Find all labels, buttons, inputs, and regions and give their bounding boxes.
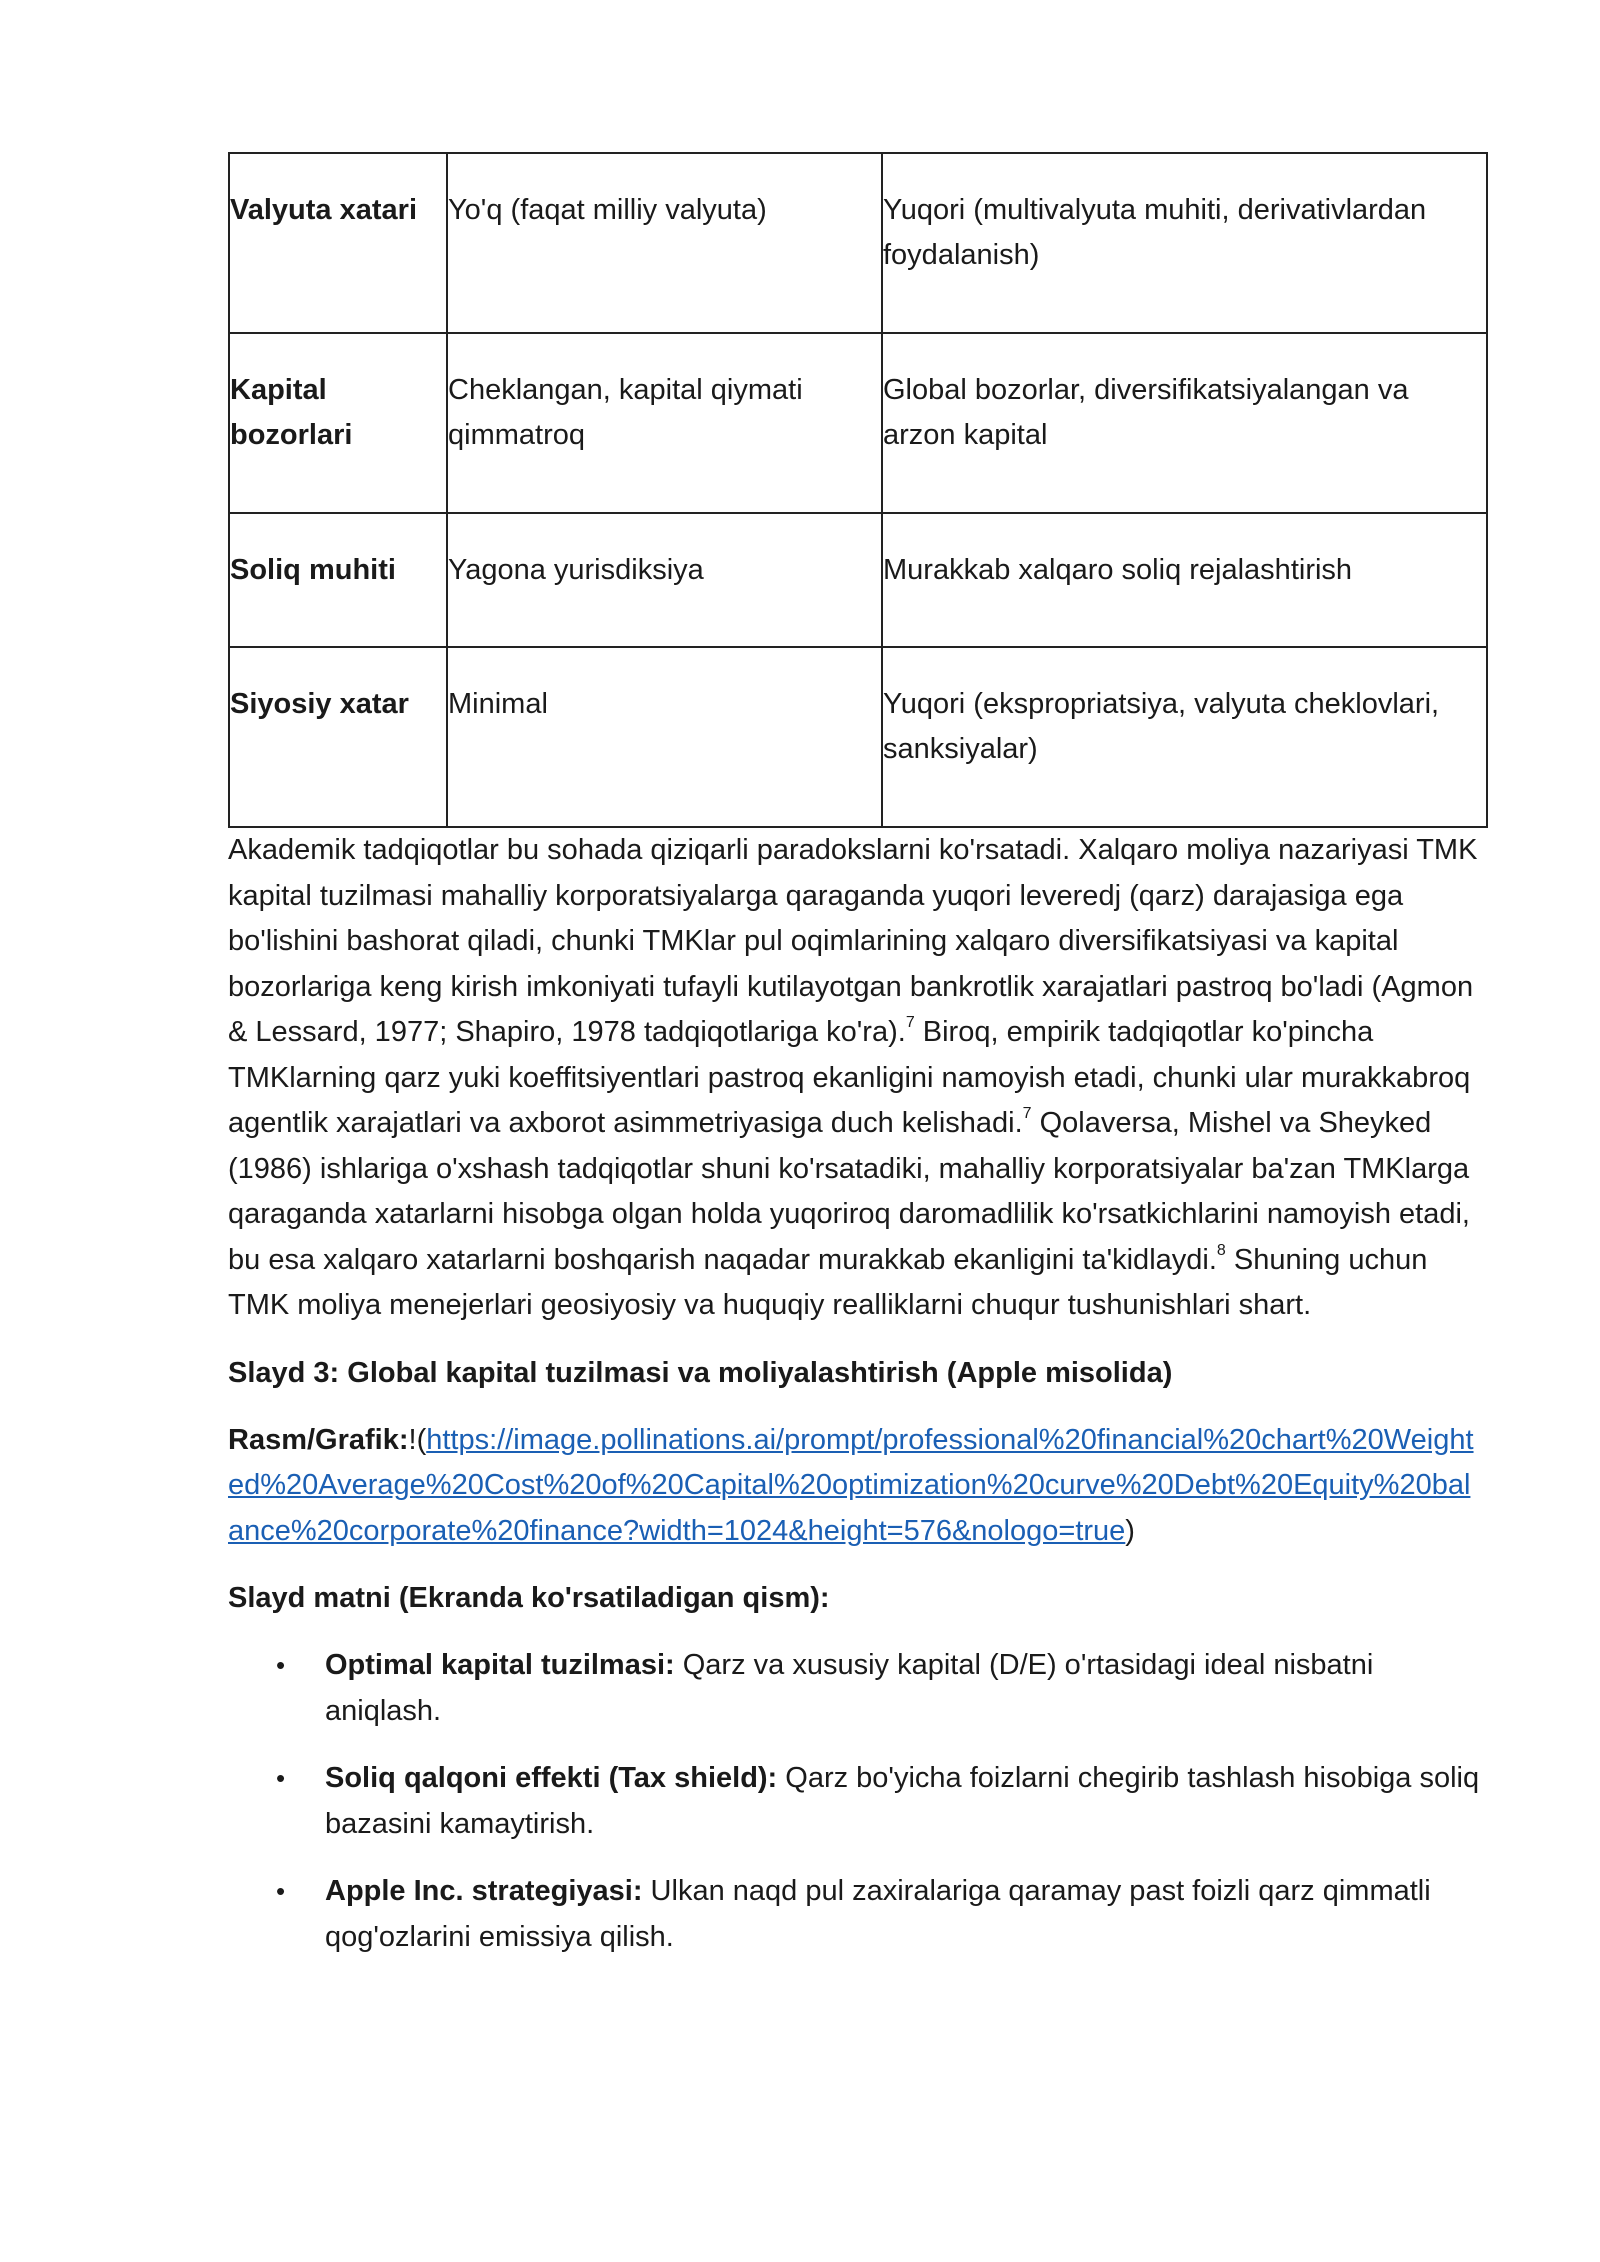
mnc-cell: Yuqori (ekspropriatsiya, valyuta cheklovlari, sanksiyalar) <box>882 647 1487 827</box>
table-row <box>229 153 1487 333</box>
bullet-text: Qarz bo'yicha foizlarni chegirib tashlash hisobiga soliq bazasini kamaytirish. <box>325 1762 1480 1840</box>
bullet-title: Soliq qalqoni effekti (Tax shield): <box>325 1762 778 1794</box>
paragraph-text-2: Biroq, empirik tadqiqotlar ko'pincha TMKlarning qarz yuki koeffitsiyentlari pastroq ekanligini namoyish etadi, chunki ular murakkabroq agentlik xarajatlari va axborot asimmetriyasiga duch kelishadi. <box>228 1016 1471 1139</box>
list-item <box>228 1643 1486 1734</box>
image-reference <box>228 1418 1486 1555</box>
bullet-icon: • <box>276 1876 286 1906</box>
mnc-cell: Yuqori (multivalyuta muhiti, derivativlardan foydalanish) <box>882 153 1487 333</box>
image-url-link[interactable]: https://image.pollinations.ai/prompt/professional%20financial%20chart%20Weighted%20Average%20Cost%20of%20Capital%20optimization%20curve%20Debt%20Equity%20balance%20corporate%20finance?width=1024&height=576&nologo=true <box>228 1423 1474 1547</box>
paragraph-text-4: Shuning uchun TMK moliya menejerlari geosiyosiy va huquqiy realliklarni chuqur tushunishlari shart. <box>228 1243 1428 1321</box>
local-cell: Cheklangan, kapital qiymati qimmatroq <box>447 333 882 513</box>
document-page <box>228 152 1486 1982</box>
footnote-ref[interactable]: 7 <box>905 1014 915 1031</box>
footnote-ref[interactable]: 8 <box>1216 1241 1226 1259</box>
table-row <box>229 333 1487 513</box>
body-paragraph <box>228 828 1486 1329</box>
footnote-ref[interactable]: 7 <box>1022 1105 1032 1122</box>
bullet-icon: • <box>276 1650 286 1680</box>
paragraph-text-3: Qolaversa, Mishel va Sheyked (1986) ishlariga o'xshash tadqiqotlar shuni ko'rsatadiki, mahalliy korporatsiyalar ba'zan TMKlarga qaraganda xatarlarni hisobga olgan holda yuqoriroq daromadlilik ko'rsatkichlarini namoyish etadi, bu esa xalqaro xatarlarni boshqarish naqadar murakkab ekanligini ta'kidlaydi. <box>228 1107 1470 1276</box>
image-label: Rasm/Grafik: <box>228 1423 409 1456</box>
row-label: Kapital bozorlari <box>229 333 447 513</box>
image-suffix: ) <box>1125 1514 1135 1547</box>
bullet-title: Optimal kapital tuzilmasi: <box>325 1649 675 1681</box>
local-cell: Minimal <box>447 647 882 827</box>
bullet-text: Ulkan naqd pul zaxiralariga qaramay past foizli qarz qimmatli qog'ozlarini emissiya qilish. <box>325 1875 1431 1953</box>
bullet-icon: • <box>276 1763 286 1793</box>
mnc-cell: Murakkab xalqaro soliq rejalashtirish <box>882 513 1487 647</box>
list-item <box>228 1869 1486 1960</box>
slide-heading: Slayd 3: Global kapital tuzilmasi va moliyalashtirish (Apple misolida) <box>228 1356 1173 1389</box>
local-cell: Yo'q (faqat milliy valyuta) <box>447 153 882 333</box>
local-cell: Yagona yurisdiksiya <box>447 513 882 647</box>
table-row <box>229 647 1487 827</box>
bullet-title: Apple Inc. strategiyasi: <box>325 1875 643 1907</box>
row-label: Siyosiy xatar <box>229 647 447 827</box>
comparison-table <box>228 152 1488 828</box>
table-row <box>229 513 1487 647</box>
mnc-cell: Global bozorlar, diversifikatsiyalangan va arzon kapital <box>882 333 1487 513</box>
image-prefix: !( <box>408 1423 427 1456</box>
list-item <box>228 1756 1486 1847</box>
paragraph-text-1: Akademik tadqiqotlar bu sohada qiziqarli paradokslarni ko'rsatadi. Xalqaro moliya nazariyasi TMK kapital tuzilmasi mahalliy korporatsiyalarga qaraganda yuqori leveredj (qarz) darajasiga ega bo'lishini bashorat qiladi, chunki TMKlar pul oqimlarining xalqaro diversifikatsiyasi va kapital bozorlariga keng kirish imkoniyati tufayli kutilayotgan bankrotlik xarajatlari pastroq bo'ladi (Agmon & Lessard, 1977; Shapiro, 1978 tadqiqotlariga ko'ra). <box>228 834 1478 1048</box>
bullet-text: Qarz va xususiy kapital (D/E) o'rtasidagi ideal nisbatni aniqlash. <box>325 1649 1374 1727</box>
bullet-list <box>228 1643 1486 1960</box>
row-label: Soliq muhiti <box>229 513 447 647</box>
row-label: Valyuta xatari <box>229 153 447 333</box>
slide-text-heading: Slayd matni (Ekranda ko'rsatiladigan qism): <box>228 1582 830 1614</box>
